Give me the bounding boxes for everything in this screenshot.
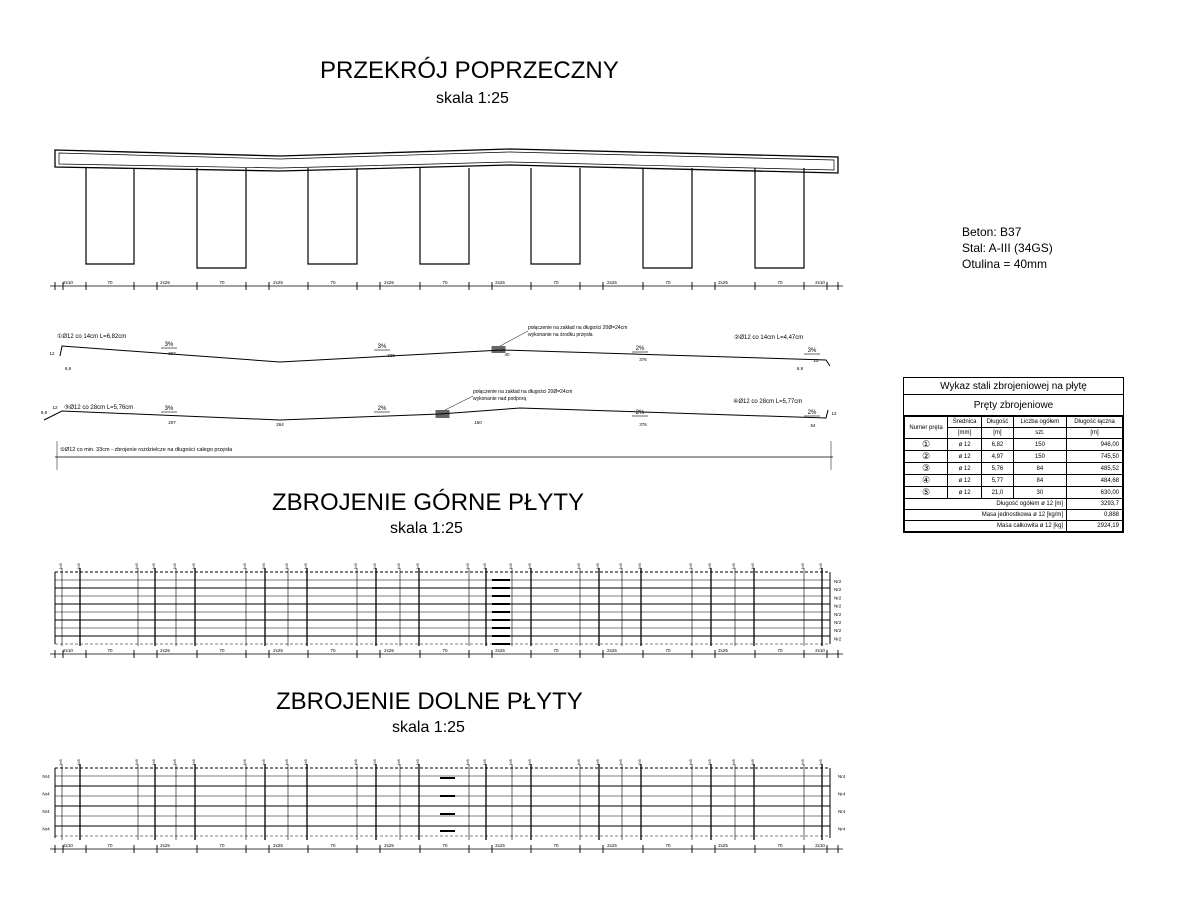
bottom-plan-bar-tag: Nr5: [483, 759, 487, 765]
top-plan-bar-tag: Nr5: [135, 563, 139, 569]
bar-shapes: [41, 325, 837, 470]
steel-class: Stal: A-III (34GS): [962, 241, 1053, 255]
top-plan-side-label: Nr2: [834, 611, 842, 617]
top-reinforcement-scale: skala 1:25: [390, 520, 463, 537]
top-plan-bar-tag: Nr5: [638, 563, 642, 569]
bottom-plan-bar-tag: Nr5: [819, 759, 823, 765]
bottom-plan-bar-tag: Nr5: [638, 759, 642, 765]
top-plan-bar-tag: Nr5: [152, 563, 156, 569]
slope-label: 3%: [164, 406, 174, 412]
bottom-plan-bar-tag: Nr5: [801, 759, 805, 765]
top-plan-bar-tag: Nr5: [243, 563, 247, 569]
section-scale: skala 1:25: [436, 90, 509, 107]
slope-label: 2%: [807, 410, 817, 416]
top-plan-side-label: Nr2: [834, 628, 842, 634]
bottom-plan-side-label: Nr4: [838, 809, 846, 814]
bottom-plan-bar-tag: Nr5: [619, 759, 623, 765]
bar-diameter: ø 12: [948, 463, 982, 475]
bar-length: 21,0: [982, 487, 1014, 499]
bar-length-label: 376: [639, 357, 647, 362]
top-plan-bar-tag: Nr5: [801, 563, 805, 569]
bar-hook-label: 6,9: [40, 410, 48, 415]
top-plan-dimension-label: 2x25: [718, 648, 728, 653]
bar-total: 630,00: [1067, 487, 1123, 499]
slope-label: 2%: [635, 346, 645, 352]
bottom-plan-side-label: Nr4: [42, 791, 50, 797]
top-plan-bar-tag: Nr5: [732, 563, 736, 569]
slope-label: 3%: [807, 348, 817, 354]
bottom-reinforcement-title: ZBROJENIE DOLNE PŁYTY: [276, 688, 583, 715]
top-plan-dimension-label: 70: [665, 648, 671, 653]
top-plan-dimension-label: 2x25: [160, 648, 170, 653]
top-reinforcement-plan: [55, 563, 842, 646]
bar-length-label: 264: [276, 422, 284, 427]
bottom-plan-side-label: Nr4: [838, 791, 846, 797]
top-plan-side-label: Nr2: [834, 636, 842, 642]
bar-count: 150: [1013, 439, 1066, 451]
bottom-plan-bar-tag: Nr5: [708, 759, 712, 765]
dimension-lines: [50, 280, 843, 853]
bottom-plan-bar-tag: Nr5: [416, 759, 420, 765]
section-dimension-label: 70: [553, 280, 559, 285]
section-dimension-label: 70: [777, 280, 783, 285]
bottom-plan-dimension-label: 2x25: [718, 843, 728, 848]
summary-value: 0,888: [1067, 510, 1123, 521]
bar-1-note: ①Ø12 co 14cm L=6,82cm: [57, 334, 127, 340]
top-plan-bar-tag: Nr5: [77, 563, 81, 569]
section-title: PRZEKRÓJ POPRZECZNY: [320, 57, 619, 84]
top-plan-bar-tag: Nr5: [262, 563, 266, 569]
top-plan-bar-tag: Nr5: [819, 563, 823, 569]
section-dimension-label: 2x10: [815, 280, 825, 285]
bar-diameter: ø 12: [948, 487, 982, 499]
top-plan-bar-tag: Nr5: [285, 563, 289, 569]
bottom-plan-bar-tag: Nr5: [732, 759, 736, 765]
top-plan-bar-tag: Nr5: [577, 563, 581, 569]
bar-length-label: 150: [474, 420, 482, 425]
top-plan-dimension-label: 70: [330, 648, 336, 653]
bottom-plan-bar-tag: Nr5: [354, 759, 358, 765]
top-plan-bar-tag: Nr5: [397, 563, 401, 569]
bar-length-label: 207: [168, 420, 176, 425]
bottom-plan-bar-tag: Nr5: [59, 759, 63, 765]
section-dimension-label: 70: [665, 280, 671, 285]
top-plan-bar-tag: Nr5: [373, 563, 377, 569]
bottom-reinforcement-scale: skala 1:25: [392, 719, 465, 736]
bar-hook-label: 12: [49, 351, 55, 356]
bar-1-2-shape: [60, 346, 830, 366]
top-plan-side-label: Nr2: [834, 579, 842, 584]
summary-label: Masa całkowita ø 12 [kg]: [905, 521, 1067, 532]
bottom-plan-dimension-label: 70: [777, 843, 783, 848]
top-plan-bar-tag: Nr5: [466, 563, 470, 569]
joint-2-note: wykonanie nad podporą: [473, 396, 527, 402]
summary-value: 2924,19: [1067, 521, 1123, 532]
bar-number: ②: [905, 451, 948, 463]
bottom-plan-bar-tag: Nr5: [135, 759, 139, 765]
bar-number: ③: [905, 463, 948, 475]
bar-length: 4,97: [982, 451, 1014, 463]
bottom-plan-bar-tag: Nr5: [509, 759, 513, 765]
bar-length: 5,77: [982, 475, 1014, 487]
bar-5-note: ⑤Ø12 co min. 33cm - zbrojenie rozdzielcze na długości całego przęsła: [60, 447, 233, 453]
bottom-plan-dimension-label: 70: [553, 843, 559, 848]
top-plan-bar-tag: Nr5: [173, 563, 177, 569]
bar-number: ④: [905, 475, 948, 487]
bottom-plan-side-label: Nr4: [42, 774, 50, 779]
slope-label: 3%: [164, 342, 174, 348]
deck-slab-outline: [55, 149, 838, 173]
bottom-plan-side-label: Nr4: [42, 809, 50, 814]
bottom-plan-side-label: Nr4: [42, 826, 50, 832]
bar-number: ⑤: [905, 487, 948, 499]
section-dimension-label: 70: [107, 280, 113, 285]
top-plan-dimension-label: 70: [107, 648, 113, 653]
bar-count: 84: [1013, 475, 1066, 487]
top-reinforcement-title: ZBROJENIE GÓRNE PŁYTY: [272, 489, 585, 516]
bottom-plan-bar-tag: Nr5: [192, 759, 196, 765]
header-count: Liczba ogółem: [1013, 417, 1066, 428]
top-plan-dimension-label: 2x25: [384, 648, 394, 653]
top-plan-dimension-label: 2x25: [495, 648, 505, 653]
top-plan-bar-tag: Nr5: [354, 563, 358, 569]
bar-hook-label: 12: [813, 358, 819, 363]
section-dimension-label: 2x25: [607, 280, 617, 285]
bar-count: 30: [1013, 487, 1066, 499]
bottom-plan-dimension-label: 2x25: [160, 843, 170, 848]
top-plan-dimension-label: 2x10: [63, 648, 73, 653]
bar-4-note: ④Ø12 co 28cm L=5,77cm: [733, 399, 803, 405]
concrete-class: Beton: B37: [962, 225, 1022, 239]
section-dimension-label: 2x10: [63, 280, 73, 285]
unit-count: szt.: [1013, 428, 1066, 439]
top-plan-bar-tag: Nr5: [483, 563, 487, 569]
bottom-plan-bar-tag: Nr5: [751, 759, 755, 765]
section-dimension-label: 70: [219, 280, 225, 285]
header-length: Długość: [982, 417, 1014, 428]
section-dimension-label: 2x25: [273, 280, 283, 285]
bottom-plan-side-label: Nr4: [838, 774, 846, 779]
bar-length-label: 54: [810, 423, 816, 428]
top-plan-bar-tag: Nr5: [528, 563, 532, 569]
summary-label: Masa jednostkowa ø 12 [kg/m]: [905, 510, 1067, 521]
bar-count: 150: [1013, 451, 1066, 463]
top-plan-dimension-label: 2x10: [815, 648, 825, 653]
bar-3-note: ③Ø12 co 28cm L=5,76cm: [64, 405, 134, 411]
section-dimension-label: 70: [442, 280, 448, 285]
bottom-plan-bar-tag: Nr5: [285, 759, 289, 765]
joint-1-note: wykonanie na środku przęsła: [528, 332, 593, 338]
leader-line: [500, 331, 528, 346]
slope-label: 2%: [635, 410, 645, 416]
bottom-plan-dimension-label: 70: [442, 843, 448, 848]
bottom-plan-side-label: Nr4: [838, 826, 846, 832]
top-plan-bar-tag: Nr5: [619, 563, 623, 569]
steel-schedule-caption: Wykaz stali zbrojeniowej na płytę: [904, 378, 1123, 395]
girder: [420, 168, 469, 264]
bottom-plan-bar-tag: Nr5: [577, 759, 581, 765]
bar-hook-label: 6,9: [796, 366, 804, 371]
bar-count: 84: [1013, 463, 1066, 475]
section-dimension-label: 2x25: [495, 280, 505, 285]
bar-number: ①: [905, 439, 948, 451]
bottom-plan-dimension-label: 2x10: [63, 843, 73, 848]
bottom-plan-bar-tag: Nr5: [243, 759, 247, 765]
bottom-plan-bar-tag: Nr5: [77, 759, 81, 765]
bar-length: 6,82: [982, 439, 1014, 451]
bottom-plan-bar-tag: Nr5: [173, 759, 177, 765]
bar-diameter: ø 12: [948, 439, 982, 451]
bottom-plan-dimension-label: 2x10: [815, 843, 825, 848]
top-plan-side-label: Nr2: [834, 595, 842, 601]
section-dimension-label: 70: [330, 280, 336, 285]
header-bar-number: Numer pręta: [905, 417, 948, 439]
bar-hook-label: 6,9: [64, 366, 72, 371]
leader-line: [445, 396, 473, 410]
bar-length-label: 207: [168, 351, 176, 356]
bar-total: 484,68: [1067, 475, 1123, 487]
girder: [755, 168, 804, 268]
girder: [531, 168, 580, 264]
section-dimension-label: 2x25: [718, 280, 728, 285]
girder: [197, 168, 246, 268]
top-plan-dimension-label: 70: [442, 648, 448, 653]
top-plan-dimension-label: 2x25: [273, 648, 283, 653]
unit-total: [m]: [1067, 428, 1123, 439]
bar-diameter: ø 12: [948, 451, 982, 463]
joint-2-note: połączenie na zakład na długości 20Ø=24cm: [473, 389, 573, 395]
bottom-plan-dimension-label: 2x25: [607, 843, 617, 848]
bottom-plan-bar-tag: Nr5: [304, 759, 308, 765]
cross-section: [55, 149, 838, 268]
bar-length-label: 40: [504, 352, 510, 357]
bar-total: 485,52: [1067, 463, 1123, 475]
top-plan-side-label: Nr2: [834, 603, 842, 609]
summary-label: Długość ogółem ø 12 [m]: [905, 499, 1067, 510]
steel-schedule-subcaption: Pręty zbrojeniowe: [904, 395, 1123, 416]
header-total-length: Długość łączna: [1067, 417, 1123, 428]
bottom-plan-dimension-label: 2x25: [495, 843, 505, 848]
top-plan-bar-tag: Nr5: [689, 563, 693, 569]
bottom-plan-bar-tag: Nr5: [689, 759, 693, 765]
joint-1-note: połączenie na zakład na długości 20Ø=24cm: [528, 325, 628, 331]
top-plan-bar-tag: Nr5: [304, 563, 308, 569]
girder: [643, 168, 692, 268]
top-plan-bar-tag: Nr5: [596, 563, 600, 569]
girder: [86, 168, 134, 264]
slope-label: 3%: [377, 344, 387, 350]
top-plan-bar-tag: Nr5: [708, 563, 712, 569]
top-plan-bar-tag: Nr5: [192, 563, 196, 569]
top-plan-bar-tag: Nr5: [751, 563, 755, 569]
top-plan-dimension-label: 70: [219, 648, 225, 653]
bottom-plan-bar-tag: Nr5: [466, 759, 470, 765]
bar-hook-label: 12: [52, 405, 58, 410]
bar-length: 5,76: [982, 463, 1014, 475]
bottom-plan-bar-tag: Nr5: [262, 759, 266, 765]
bottom-plan-dimension-label: 70: [330, 843, 336, 848]
top-plan-dimension-label: 2x25: [607, 648, 617, 653]
bottom-plan-dimension-label: 2x25: [384, 843, 394, 848]
concrete-cover: Otulina = 40mm: [962, 257, 1048, 271]
bottom-plan-dimension-label: 70: [107, 843, 113, 848]
bar-hook-label: 12: [831, 411, 837, 416]
bottom-plan-bar-tag: Nr5: [373, 759, 377, 765]
top-plan-dimension-label: 70: [553, 648, 559, 653]
unit-length: [m]: [982, 428, 1014, 439]
unit-diameter: [mm]: [948, 428, 982, 439]
section-dimension-label: 2x25: [384, 280, 394, 285]
bottom-plan-bar-tag: Nr5: [397, 759, 401, 765]
bottom-plan-bar-tag: Nr5: [152, 759, 156, 765]
bar-diameter: ø 12: [948, 475, 982, 487]
top-plan-side-label: Nr2: [834, 620, 842, 625]
slope-label: 2%: [377, 406, 387, 412]
bottom-plan-dimension-label: 70: [219, 843, 225, 848]
top-plan-side-label: Nr2: [834, 587, 842, 593]
bottom-plan-bar-tag: Nr5: [596, 759, 600, 765]
bottom-reinforcement-plan: [42, 759, 845, 840]
bar-2-note: ②Ø12 co 14cm L=4,47cm: [734, 335, 804, 341]
bar-length-label: 376: [639, 422, 647, 427]
top-plan-bar-tag: Nr5: [509, 563, 513, 569]
bar-total: 745,50: [1067, 451, 1123, 463]
top-plan-dimension-label: 70: [777, 648, 783, 653]
bar-length-label: 328: [387, 353, 395, 358]
girder: [308, 168, 357, 264]
header-diameter: Średnica: [948, 417, 982, 428]
bottom-plan-dimension-label: 2x25: [273, 843, 283, 848]
top-plan-bar-tag: Nr5: [59, 563, 63, 569]
bottom-plan-dimension-label: 70: [665, 843, 671, 848]
bottom-plan-bar-tag: Nr5: [528, 759, 532, 765]
bar-total: 946,00: [1067, 439, 1123, 451]
top-plan-bar-tag: Nr5: [416, 563, 420, 569]
section-dimension-label: 2x25: [160, 280, 170, 285]
summary-value: 3293,7: [1067, 499, 1123, 510]
